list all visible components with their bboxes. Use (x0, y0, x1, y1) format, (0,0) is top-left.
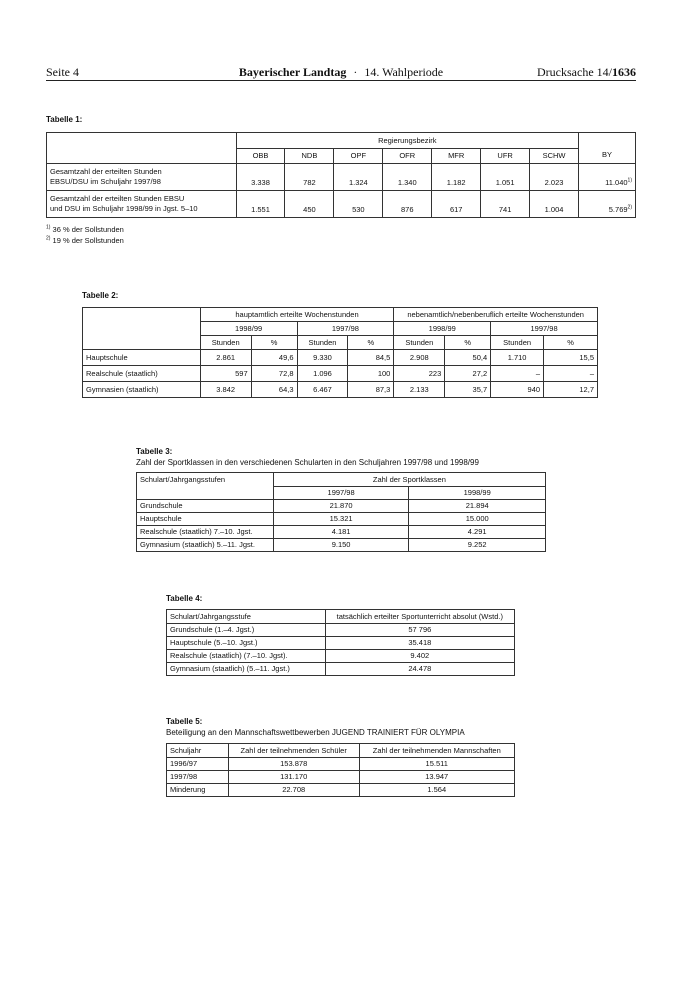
table2-sub-header: % (348, 336, 394, 350)
table2-cell: 15,5 (544, 350, 598, 366)
row-label-line: und DSU im Schuljahr 1998/99 in Jgst. 5–10 (50, 204, 198, 213)
table2-cell: 49,6 (251, 350, 297, 366)
table2-sub-header: % (544, 336, 598, 350)
table3-row-label: Realschule (staatlich) 7.–10. Jgst. (137, 526, 274, 539)
table3-cell: 4.291 (409, 526, 546, 539)
table1-cell: 1.324 (334, 164, 383, 191)
footnote-marker: 2) (627, 204, 632, 211)
table5-teams: 1.564 (359, 784, 515, 797)
table2-cell: 72,8 (251, 366, 297, 382)
table-row (83, 350, 598, 366)
table4-cell: 35.418 (325, 637, 514, 650)
table1-col-header: BY (579, 133, 636, 164)
table3-subtitle: Zahl der Sportklassen in den verschiedenen Schularten in den Schuljahren 1997/98 und 1998/99 (136, 458, 479, 467)
table5-students: 153.878 (228, 758, 359, 771)
table1-col-header: MFR (432, 149, 481, 164)
table2-cell: – (491, 366, 544, 382)
table3 (136, 472, 546, 552)
row-label-line: EBSU/DSU im Schuljahr 1997/98 (50, 177, 161, 186)
table-row (83, 366, 598, 382)
table1-cell: 1.051 (481, 164, 530, 191)
table-row (167, 771, 515, 784)
page-header (46, 65, 636, 81)
table2-group-header: nebenamtlich/nebenberuflich erteilte Wochenstunden (394, 308, 598, 322)
table2-sub-header: Stunden (200, 336, 251, 350)
table1-total-value: 5.769 (608, 205, 628, 214)
table2-cell: 84,5 (348, 350, 394, 366)
table1-cell: 1.551 (236, 191, 285, 218)
footnote-text: 36 % der Sollstunden (52, 225, 124, 234)
table3-cell: 21.894 (409, 500, 546, 513)
footnote (46, 236, 124, 245)
table2-cell: 940 (491, 382, 544, 398)
table5-year: Minderung (167, 784, 229, 797)
table2-cell: 2.133 (394, 382, 445, 398)
table2-cell: 597 (200, 366, 251, 382)
table1-cell: 450 (285, 191, 334, 218)
table5-col-header: Schuljahr (167, 744, 229, 758)
table1-cell-total (579, 191, 636, 218)
table3-col-header: Schulart/Jahrgangsstufen (137, 473, 274, 500)
table5-students: 131.170 (228, 771, 359, 784)
table1-col-header: OPF (334, 149, 383, 164)
table1-corner (47, 133, 237, 149)
table5-teams: 13.947 (359, 771, 515, 784)
table3-year-header: 1997/98 (273, 487, 409, 500)
table1-cell: 3.338 (236, 164, 285, 191)
table1-group-header: Regierungsbezirk (236, 133, 578, 149)
table3-group-header: Zahl der Sportklassen (273, 473, 545, 487)
table2-cell: – (544, 366, 598, 382)
table-row (137, 513, 546, 526)
table4-row-label: Gymnasium (staatlich) (5.–11. Jgst.) (167, 663, 326, 676)
table2-cell: 1.096 (297, 366, 348, 382)
row-label-line: Gesamtzahl der erteilten Stunden (50, 167, 162, 176)
table2-group-header: hauptamtlich erteilte Wochenstunden (200, 308, 394, 322)
table2-sub-header: % (445, 336, 491, 350)
table4-col-header: Schulart/Jahrgangsstufe (167, 610, 326, 624)
table3-row-label: Grundschule (137, 500, 274, 513)
table2-cell: 9.330 (297, 350, 348, 366)
table2-row-label: Gymnasien (staatlich) (83, 382, 201, 398)
table2-cell: 100 (348, 366, 394, 382)
table2 (82, 307, 598, 398)
legislative-period: 14. Wahlperiode (364, 65, 444, 79)
table5-year: 1996/97 (167, 758, 229, 771)
table1-cell: 1.340 (383, 164, 432, 191)
table3-row-label: Gymnasium (staatlich) 5.–11. Jgst. (137, 539, 274, 552)
table-row (137, 539, 546, 552)
document-id: 1636 (612, 65, 636, 79)
table2-year-header: 1997/98 (491, 322, 598, 336)
table4-label: Tabelle 4: (166, 594, 203, 603)
table2-cell: 50,4 (445, 350, 491, 366)
table4-row-label: Grundschule (1.–4. Jgst.) (167, 624, 326, 637)
table2-cell: 223 (394, 366, 445, 382)
table4-row-label: Hauptschule (5.–10. Jgst.) (167, 637, 326, 650)
table2-cell: 12,7 (544, 382, 598, 398)
table1-cell: 741 (481, 191, 530, 218)
table3-cell: 21.870 (273, 500, 409, 513)
table2-year-header: 1998/99 (200, 322, 297, 336)
table1-cell-total (579, 164, 636, 191)
table1-cell: 1.004 (530, 191, 579, 218)
table3-label: Tabelle 3: (136, 447, 173, 456)
table-row (137, 500, 546, 513)
table2-sub-header: Stunden (297, 336, 348, 350)
table4-cell: 24.478 (325, 663, 514, 676)
table4-row-label: Realschule (staatlich) (7.–10. Jgst). (167, 650, 326, 663)
table2-cell: 3.842 (200, 382, 251, 398)
table1-cell: 617 (432, 191, 481, 218)
header-rule (46, 80, 636, 81)
table-row (167, 624, 515, 637)
table1-col-header: UFR (481, 149, 530, 164)
table-row (167, 650, 515, 663)
table3-cell: 9.252 (409, 539, 546, 552)
table2-cell: 27,2 (445, 366, 491, 382)
table4-cell: 9.402 (325, 650, 514, 663)
footnote-marker: 1) (627, 177, 632, 184)
table-row (167, 637, 515, 650)
table2-label: Tabelle 2: (82, 291, 119, 300)
table3-cell: 15.000 (409, 513, 546, 526)
table5 (166, 743, 515, 797)
table2-cell: 1.710 (491, 350, 544, 366)
page-number: Seite 4 (46, 65, 79, 79)
table4 (166, 609, 515, 676)
document-prefix: Drucksache 14/ (537, 65, 612, 79)
parliament-name: Bayerischer Landtag (238, 65, 347, 79)
table-row (47, 164, 636, 191)
table2-corner (83, 308, 201, 350)
table1-cell: 1.182 (432, 164, 481, 191)
table2-row-label: Hauptschule (83, 350, 201, 366)
table5-label: Tabelle 5: (166, 717, 203, 726)
table-row (137, 526, 546, 539)
row-label-line: Gesamtzahl der erteilten Stunden EBSU (50, 194, 185, 203)
table1 (46, 132, 636, 218)
table1-col-header: OBB (236, 149, 285, 164)
table2-year-header: 1997/98 (297, 322, 394, 336)
table5-year: 1997/98 (167, 771, 229, 784)
table2-sub-header: % (251, 336, 297, 350)
table1-cell: 782 (285, 164, 334, 191)
table-row (83, 382, 598, 398)
table1-col-header: SCHW (530, 149, 579, 164)
table1-col-header: OFR (383, 149, 432, 164)
footnote-text: 19 % der Sollstunden (52, 236, 124, 245)
table4-cell: 57 796 (325, 624, 514, 637)
table2-cell: 35,7 (445, 382, 491, 398)
table1-cell: 2.023 (530, 164, 579, 191)
table5-col-header: Zahl der teilnehmenden Schüler (228, 744, 359, 758)
table-row (167, 784, 515, 797)
table2-cell: 2.861 (200, 350, 251, 366)
table1-cell: 530 (334, 191, 383, 218)
table3-year-header: 1998/99 (409, 487, 546, 500)
table1-col-header: NDB (285, 149, 334, 164)
table1-row-label (47, 191, 237, 218)
footnote-mark: 2) (46, 235, 51, 242)
table5-students: 22.708 (228, 784, 359, 797)
table-row (167, 758, 515, 771)
table5-col-header: Zahl der teilnehmenden Mannschaften (359, 744, 515, 758)
table1-cell: 876 (383, 191, 432, 218)
table5-teams: 15.511 (359, 758, 515, 771)
table1-corner-lower (47, 149, 237, 164)
table3-cell: 9.150 (273, 539, 409, 552)
table-row (47, 191, 636, 218)
table2-sub-header: Stunden (491, 336, 544, 350)
table2-cell: 6.467 (297, 382, 348, 398)
table2-cell: 2.908 (394, 350, 445, 366)
table2-cell: 87,3 (348, 382, 394, 398)
table2-sub-header: Stunden (394, 336, 445, 350)
table-row (167, 663, 515, 676)
table3-row-label: Hauptschule (137, 513, 274, 526)
table1-row-label (47, 164, 237, 191)
table1-total-value: 11.040 (605, 178, 628, 187)
footnote (46, 225, 124, 234)
footnote-mark: 1) (46, 224, 51, 231)
table3-cell: 4.181 (273, 526, 409, 539)
table2-year-header: 1998/99 (394, 322, 491, 336)
table3-cell: 15.321 (273, 513, 409, 526)
table1-label: Tabelle 1: (46, 115, 83, 124)
header-separator: · (353, 65, 358, 79)
table2-cell: 64,3 (251, 382, 297, 398)
document-number (537, 65, 636, 80)
table2-row-label: Realschule (staatlich) (83, 366, 201, 382)
table4-col-header: tatsächlich erteilter Sportunterricht absolut (Wstd.) (325, 610, 514, 624)
table5-subtitle: Beteiligung an den Mannschaftswettbewerben JUGEND TRAINIERT FÜR OLYMPIA (166, 728, 465, 737)
